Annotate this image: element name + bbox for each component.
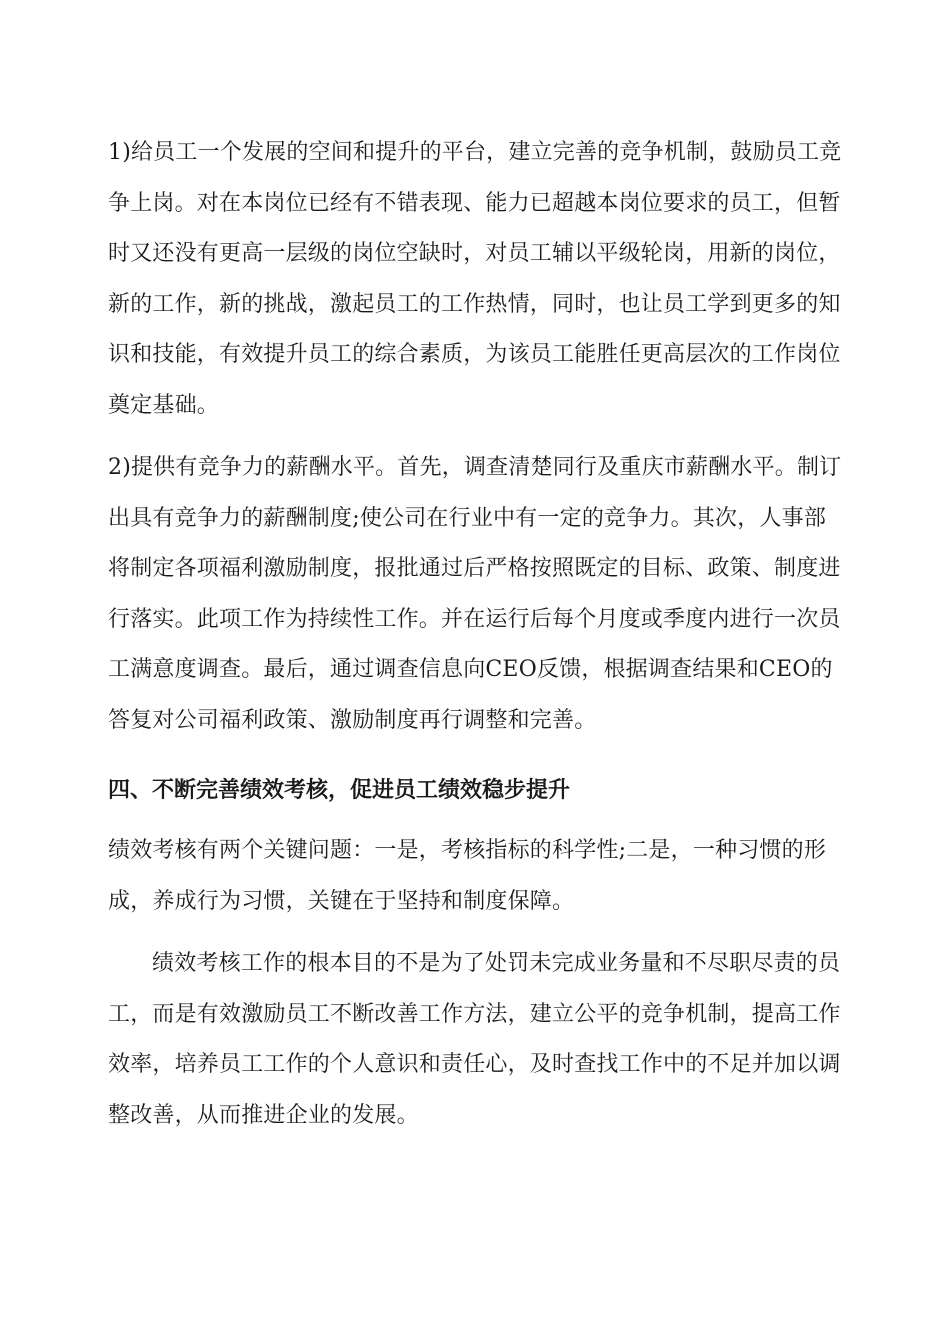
paragraph-performance-purpose: 绩效考核工作的根本目的不是为了处罚未完成业务量和不尽职尽责的员工，而是有效激励员工不断改善工作方法，建立公平的竞争机制，提高工作效率，培养员工工作的个人意识和责任心，及时查找工作中的不足并加以调整改善，从而推进企业的发展。 — [108, 951, 841, 1128]
paragraph-performance-key-issues: 绩效考核有两个关键问题：一是，考核指标的科学性;二是，一种习惯的形成，养成行为习惯，关键在于坚持和制度保障。 — [108, 838, 827, 914]
paragraph-competitive-salary: 2)提供有竞争力的薪酬水平。首先，调查清楚同行及重庆市薪酬水平。制订出具有竞争力的薪酬制度;使公司在行业中有一定的竞争力。其次，人事部将制定各项福利激励制度，报批通过后严格按照既定的目标、政策、制度进行落实。此项工作为持续性工作。并在运行后每个月度或季度内进行一次员工满意度调查。最后，通过调查信息向CEO反馈，根据调查结果和CEO的答复对公司福利政策、激励制度再行调整和完善。 — [108, 455, 842, 733]
section-heading-performance: 四、不断完善绩效考核，促进员工绩效稳步提升 — [108, 778, 571, 803]
paragraph-career-development: 1)给员工一个发展的空间和提升的平台，建立完善的竞争机制，鼓励员工竞争上岗。对在本岗位已经有不错表现、能力已超越本岗位要求的员工，但暂时又还没有更高一层级的岗位空缺时，对员工辅以平级轮岗，用新的岗位，新的工作，新的挑战，激起员工的工作热情，同时，也让员工学到更多的知识和技能，有效提升员工的综合素质，为该员工能胜任更高层次的工作岗位奠定基础。 — [108, 140, 842, 418]
document-body — [108, 128, 843, 1141]
